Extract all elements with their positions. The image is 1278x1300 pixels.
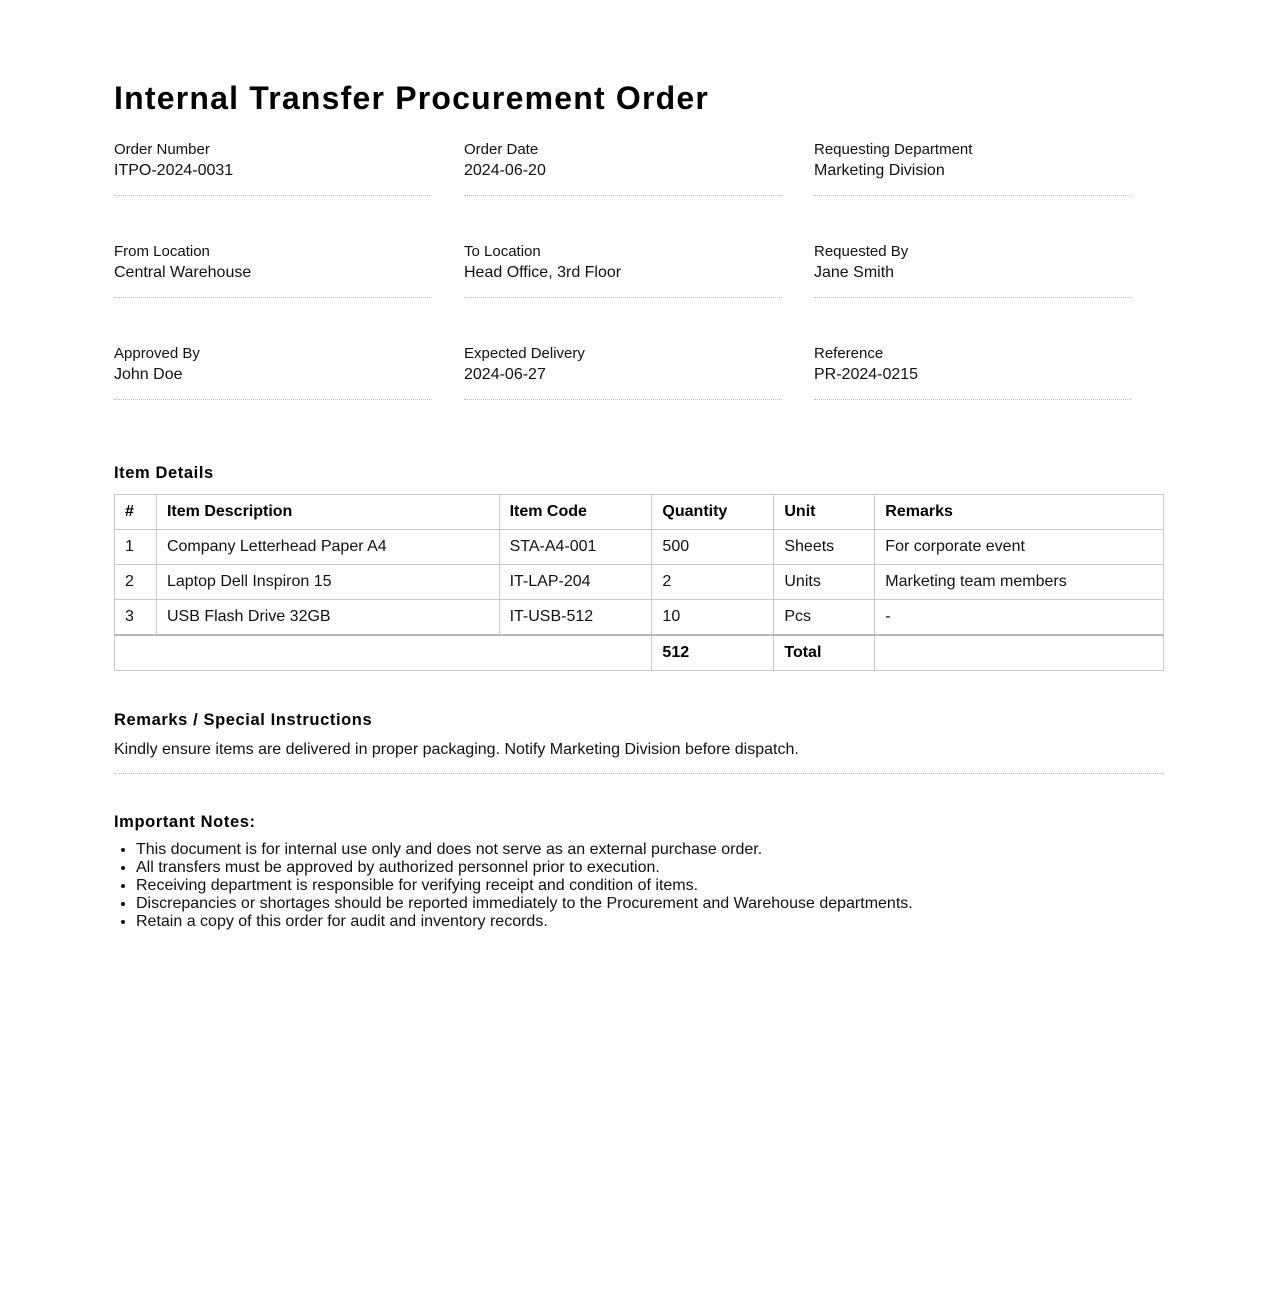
meta-label: Requesting Department [814,141,973,158]
total-empty-cell [875,635,1164,671]
column-header-number: # [115,495,157,530]
list-item: • Receiving department is responsible for verifying receipt and condition of items. [136,877,1164,895]
table-row [115,530,1164,565]
column-header-item-code: Item Code [499,495,652,530]
cell-item-code: IT-LAP-204 [499,565,652,600]
meta-label: Order Number [114,141,210,158]
meta-label: To Location [464,243,541,260]
meta-expected-delivery [464,344,782,400]
table-header-row [115,495,1164,530]
cell-number: 3 [115,600,157,636]
meta-value: 2024-06-27 [464,366,546,383]
cell-unit: Pcs [774,600,875,636]
meta-label: Approved By [114,345,200,362]
column-header-remarks: Remarks [875,495,1164,530]
total-spacer-cell [115,635,652,671]
remarks-heading: Remarks / Special Instructions [114,711,373,729]
item-details-heading: Item Details [114,464,214,482]
meta-label: Reference [814,345,884,362]
cell-remarks: For corporate event [875,530,1164,565]
table-row [115,600,1164,636]
cell-remarks: Marketing team members [875,565,1164,600]
meta-value: Jane Smith [814,264,895,281]
list-item: • All transfers must be approved by authorized personnel prior to execution. [136,859,1164,877]
cell-item-code: IT-USB-512 [499,600,652,636]
cell-quantity: 10 [652,600,774,636]
cell-quantity: 2 [652,565,774,600]
cell-description: Company Letterhead Paper A4 [156,530,499,565]
meta-reference [814,344,1132,400]
total-quantity: 512 [652,635,774,671]
meta-value: Central Warehouse [114,264,252,281]
total-label: Total [774,635,875,671]
cell-description: Laptop Dell Inspiron 15 [156,565,499,600]
meta-value: PR-2024-0215 [814,366,919,383]
cell-remarks: - [875,600,1164,636]
list-item: • Retain a copy of this order for audit and inventory records. [136,913,1164,931]
meta-value: ITPO-2024-0031 [114,162,234,179]
order-meta-grid [114,140,1164,400]
document-title: Internal Transfer Procurement Order [114,80,710,116]
meta-label: Expected Delivery [464,345,585,362]
cell-description: USB Flash Drive 32GB [156,600,499,636]
meta-to-location [464,242,782,298]
cell-unit: Units [774,565,875,600]
remarks-text: Kindly ensure items are delivered in proper packaging. Notify Marketing Division before dispatch. [114,739,1164,774]
cell-number: 1 [115,530,157,565]
meta-requesting-department [814,140,1132,196]
item-details-table [114,494,1164,671]
column-header-quantity: Quantity [652,495,774,530]
important-notes-list [114,841,1164,931]
table-total-row [115,635,1164,671]
meta-label: Requested By [814,243,909,260]
meta-value: Marketing Division [814,162,945,179]
meta-label: From Location [114,243,210,260]
important-notes-heading: Important Notes: [114,813,256,831]
column-header-description: Item Description [156,495,499,530]
meta-value: 2024-06-20 [464,162,546,179]
cell-item-code: STA-A4-001 [499,530,652,565]
meta-value: John Doe [114,366,183,383]
list-item: • Discrepancies or shortages should be reported immediately to the Procurement and Warehouse departments. [136,895,1164,913]
table-row [115,565,1164,600]
cell-number: 2 [115,565,157,600]
meta-approved-by [114,344,432,400]
meta-order-date [464,140,782,196]
meta-value: Head Office, 3rd Floor [464,264,622,281]
meta-order-number [114,140,432,196]
list-item: • This document is for internal use only and does not serve as an external purchase order. [136,841,1164,859]
meta-from-location [114,242,432,298]
meta-requested-by [814,242,1132,298]
cell-unit: Sheets [774,530,875,565]
column-header-unit: Unit [774,495,875,530]
meta-label: Order Date [464,141,539,158]
cell-quantity: 500 [652,530,774,565]
